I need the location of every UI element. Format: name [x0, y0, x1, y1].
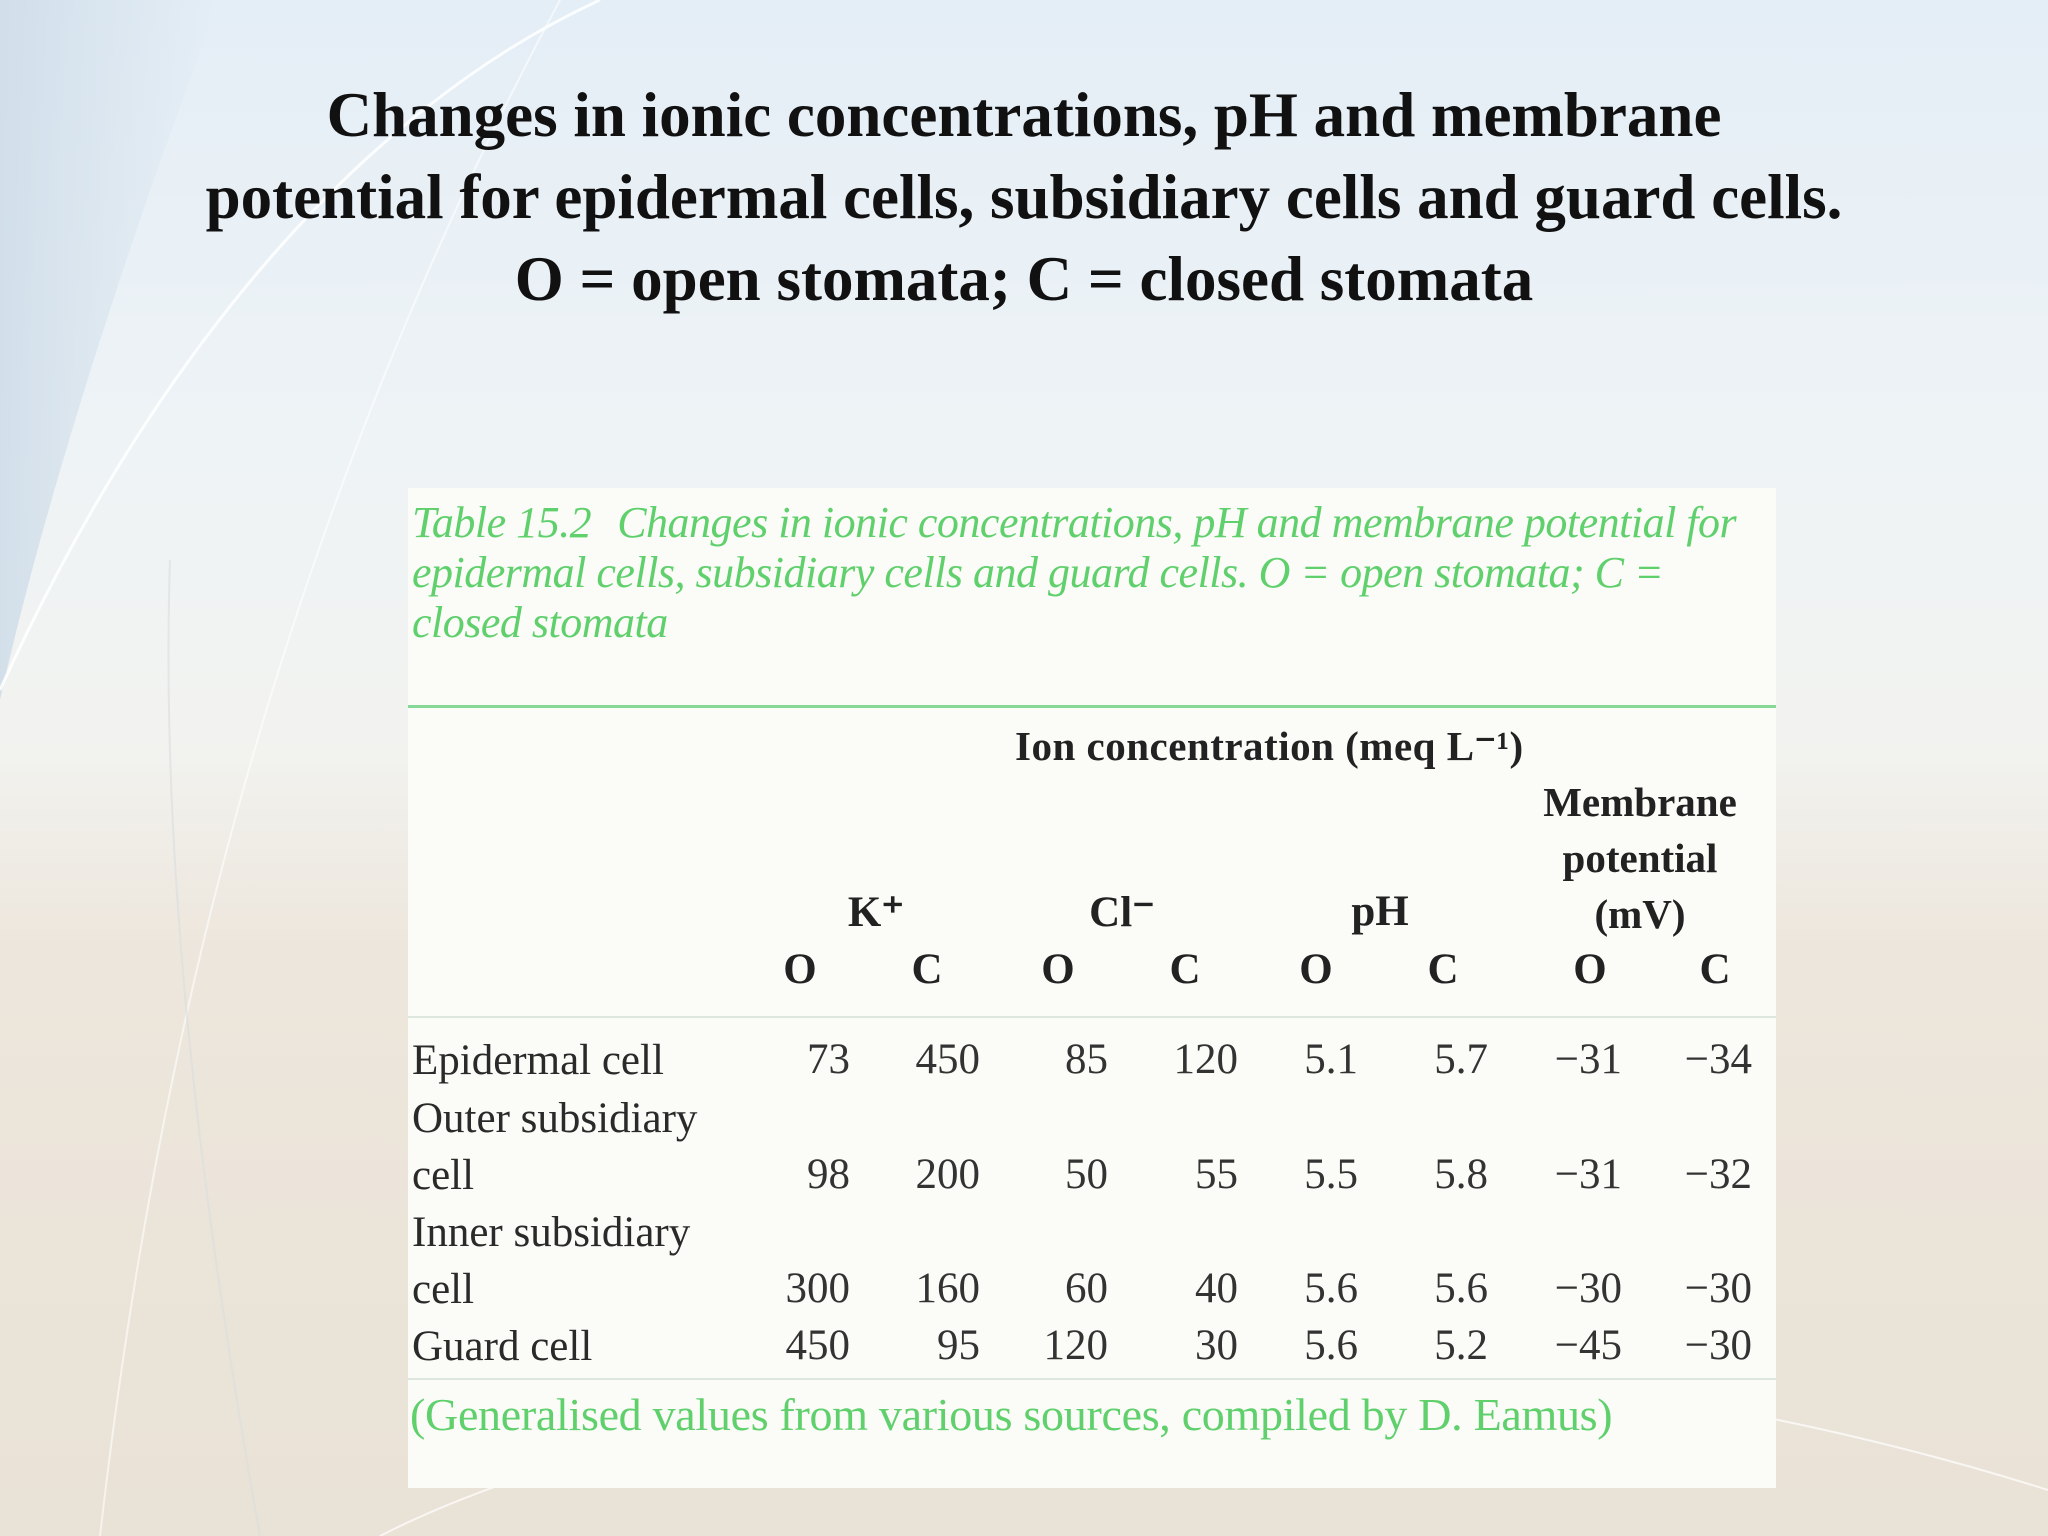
- table-caption: [412, 498, 1772, 648]
- table-cell: 85: [1065, 1036, 1108, 1083]
- table-bottom-rule: [408, 1378, 1776, 1380]
- table-cell: 300: [785, 1265, 850, 1312]
- table-cell: −45: [1554, 1322, 1622, 1369]
- table-caption-label: Table 15.2: [412, 498, 592, 547]
- table-cell: −30: [1684, 1322, 1752, 1369]
- table-cell: 5.6: [1304, 1322, 1358, 1369]
- table-cell: −30: [1554, 1265, 1622, 1312]
- table-cell: 5.6: [1434, 1265, 1488, 1312]
- membrane-header-line: Membrane: [1543, 779, 1737, 825]
- table-cell: 98: [807, 1151, 850, 1198]
- ion-concentration-header: Ion concentration (meq L⁻¹): [1015, 723, 1524, 769]
- row-label-outer-subsidiary-cell: [412, 1090, 697, 1204]
- table-cell: 55: [1195, 1151, 1238, 1198]
- membrane-header-line: (mV): [1594, 891, 1686, 937]
- subheader-open: O: [1299, 946, 1333, 993]
- table-cell: 73: [807, 1036, 850, 1083]
- membrane-header-line: potential: [1562, 835, 1718, 881]
- row-label-line: Guard cell: [412, 1323, 593, 1370]
- table-cell: 450: [785, 1322, 850, 1369]
- table-cell: 95: [937, 1322, 980, 1369]
- table-cell: −31: [1554, 1036, 1622, 1083]
- table-cell: 450: [915, 1036, 980, 1083]
- row-label-line: cell: [412, 1266, 475, 1313]
- table-cell: 5.7: [1434, 1036, 1488, 1083]
- table-cell: −32: [1684, 1151, 1752, 1198]
- row-label-line: Outer subsidiary: [412, 1095, 698, 1142]
- chloride-header: Cl⁻: [1089, 889, 1155, 936]
- row-label-inner-subsidiary-cell: [412, 1204, 690, 1318]
- subheader-closed: C: [1169, 946, 1201, 993]
- table-cell: 5.1: [1304, 1036, 1358, 1083]
- subheader-open: O: [1041, 946, 1075, 993]
- table-cell: 5.6: [1304, 1265, 1358, 1312]
- membrane-potential-header: [1510, 774, 1770, 942]
- row-label-guard-cell: [412, 1318, 592, 1375]
- table-cell: −31: [1554, 1151, 1622, 1198]
- row-label-epidermal-cell: [412, 1032, 664, 1089]
- swoosh-curve-4: [168, 560, 260, 1536]
- table-cell: 60: [1065, 1265, 1108, 1312]
- subheader-closed: C: [1699, 946, 1731, 993]
- subheader-open: O: [783, 946, 817, 993]
- slide-title-line: O = open stomata; C = closed stomata: [514, 244, 1534, 314]
- table-cell: 200: [915, 1151, 980, 1198]
- row-label-line: cell: [412, 1152, 475, 1199]
- table-cell: 120: [1043, 1322, 1108, 1369]
- table-cell: 5.5: [1304, 1151, 1358, 1198]
- row-label-line: Epidermal cell: [412, 1037, 664, 1084]
- table-cell: 160: [915, 1265, 980, 1312]
- table-cell: 5.2: [1434, 1322, 1488, 1369]
- ph-header: pH: [1351, 888, 1409, 935]
- table-top-rule: [408, 705, 1776, 708]
- header-rule: [408, 1016, 1776, 1018]
- table-cell: 120: [1173, 1036, 1238, 1083]
- subheader-closed: C: [911, 946, 943, 993]
- table-source-note: (Generalised values from various sources, compiled by D. Eamus): [410, 1389, 1613, 1440]
- table-cell: 30: [1195, 1322, 1238, 1369]
- row-label-line: Inner subsidiary: [412, 1209, 691, 1256]
- subheader-open: O: [1573, 946, 1607, 993]
- slide-title-line: Changes in ionic concentrations, pH and membrane: [326, 80, 1722, 150]
- table-cell: −34: [1684, 1036, 1752, 1083]
- potassium-header: K⁺: [847, 889, 905, 936]
- slide-title-line: potential for epidermal cells, subsidiary cells and guard cells.: [205, 162, 1843, 232]
- table-cell: 5.8: [1434, 1151, 1488, 1198]
- slide-title: [0, 74, 2048, 320]
- subheader-closed: C: [1427, 946, 1459, 993]
- table-cell: 50: [1065, 1151, 1108, 1198]
- table-cell: 40: [1195, 1265, 1238, 1312]
- table-cell: −30: [1684, 1265, 1752, 1312]
- table-caption-text: Changes in ionic concentrations, pH and membrane potential for epidermal cells, subsidiary cells and guard cells. O = open stomata; C = closed stomata: [412, 498, 1737, 647]
